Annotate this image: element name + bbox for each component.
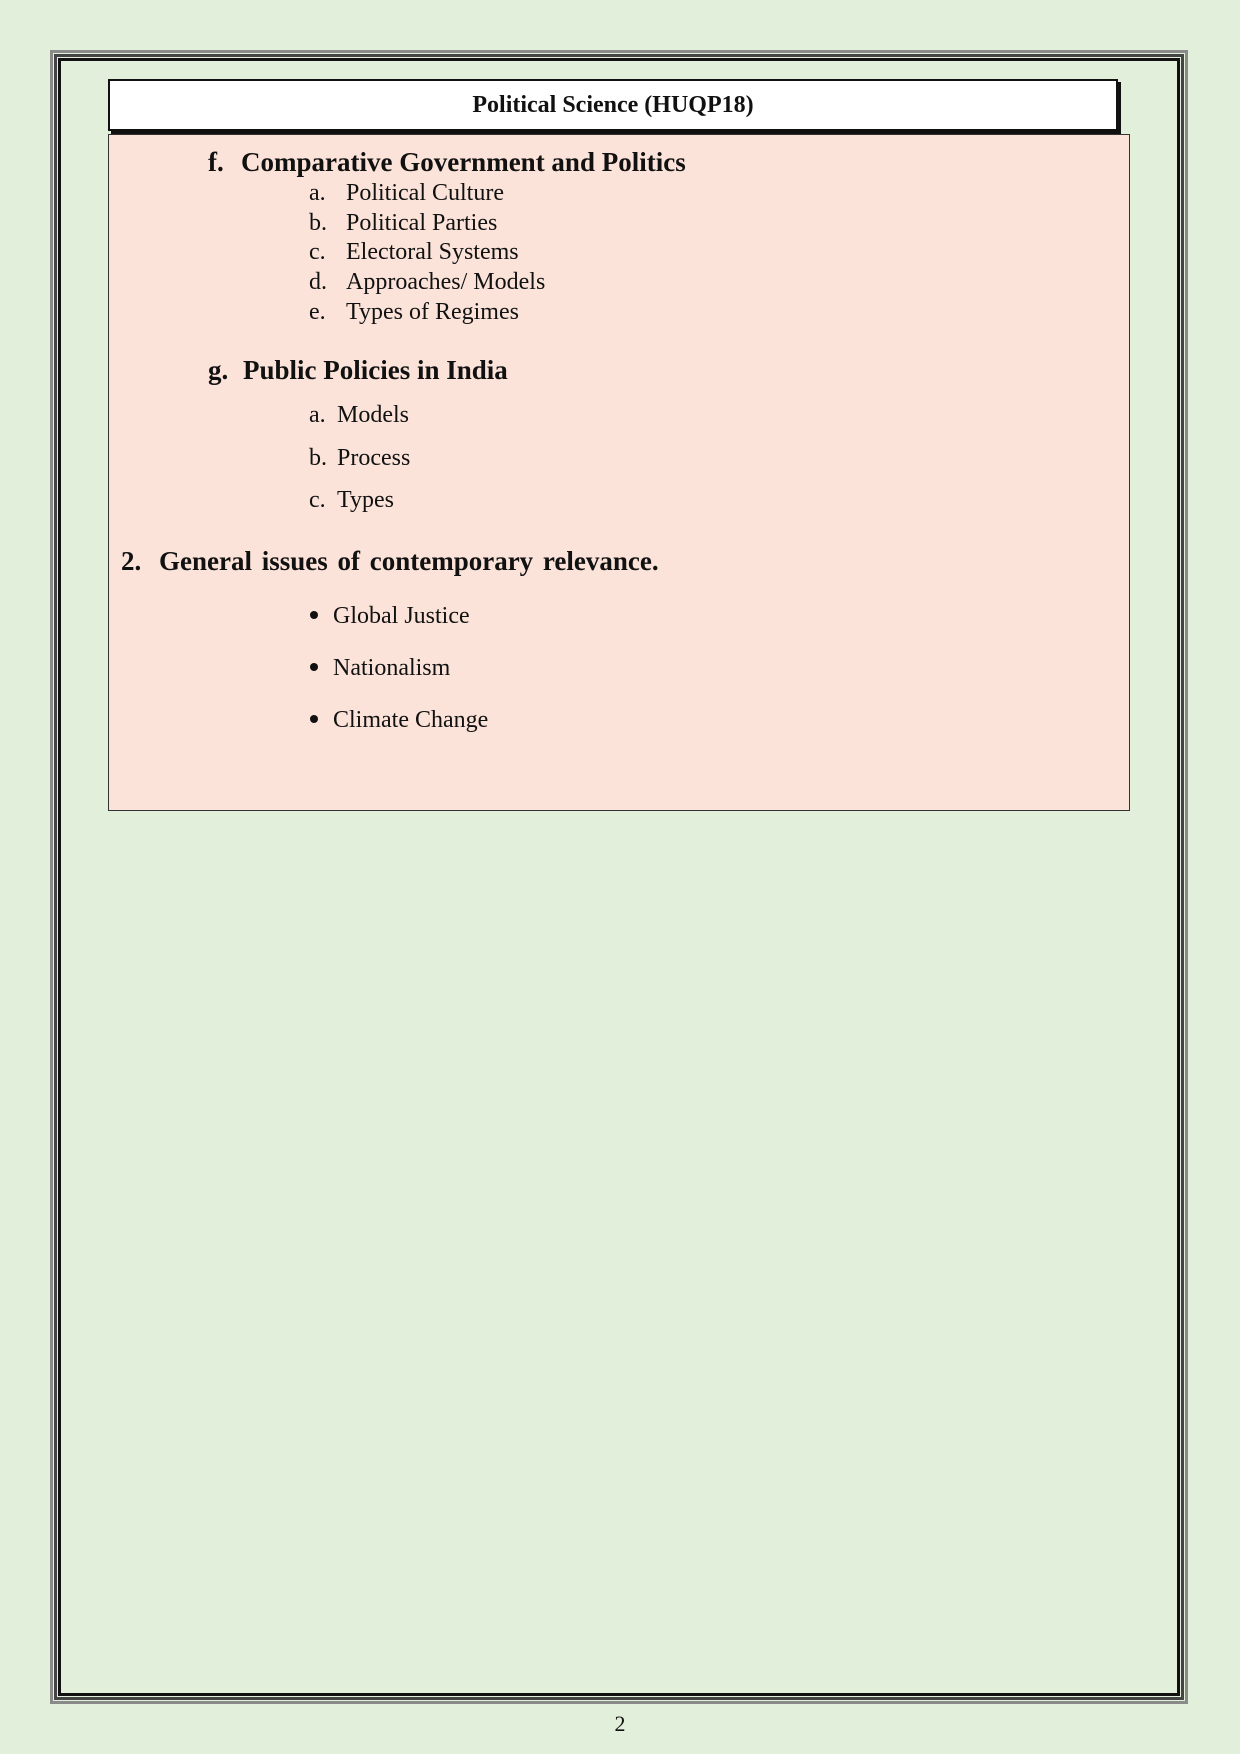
list-item-marker: c. bbox=[309, 239, 326, 265]
list-item-label: Political Parties bbox=[346, 210, 498, 236]
section-g-heading bbox=[208, 355, 508, 386]
bullet-icon bbox=[310, 663, 318, 671]
list-item-marker: d. bbox=[309, 269, 327, 295]
bullet-item bbox=[310, 655, 450, 682]
list-item bbox=[309, 299, 519, 326]
list-item-label: Models bbox=[337, 402, 409, 428]
section-g-title: Public Policies in India bbox=[243, 355, 508, 385]
list-item-marker: c. bbox=[309, 487, 326, 513]
page-number: 2 bbox=[614, 1711, 626, 1736]
list-item-marker: b. bbox=[309, 210, 327, 236]
list-item-marker: a. bbox=[309, 402, 326, 428]
section-2-marker: 2. bbox=[121, 546, 142, 576]
list-item bbox=[309, 210, 497, 237]
bullet-item bbox=[310, 603, 470, 630]
list-item-label: Types of Regimes bbox=[346, 299, 519, 325]
list-item bbox=[309, 180, 504, 207]
section-2-title: General issues of contemporary relevance. bbox=[159, 546, 659, 576]
page-title: Political Science (HUQP18) bbox=[472, 91, 754, 118]
list-item bbox=[309, 239, 519, 266]
list-item-marker: e. bbox=[309, 299, 326, 325]
list-item bbox=[309, 487, 394, 514]
list-item-label: Types bbox=[337, 487, 394, 513]
section-2-heading bbox=[121, 546, 659, 577]
bullet-item-label: Nationalism bbox=[333, 655, 451, 681]
page-title-box bbox=[108, 79, 1118, 131]
section-g-marker: g. bbox=[208, 355, 229, 385]
bullet-item bbox=[310, 707, 488, 734]
list-item-label: Process bbox=[337, 445, 411, 471]
list-item-marker: a. bbox=[309, 180, 326, 206]
list-item-marker: b. bbox=[309, 445, 327, 471]
section-f-marker: f. bbox=[208, 147, 224, 177]
list-item bbox=[309, 445, 410, 472]
bullet-icon bbox=[310, 611, 318, 619]
list-item-label: Political Culture bbox=[346, 180, 504, 206]
list-item bbox=[309, 269, 545, 296]
list-item-label: Approaches/ Models bbox=[346, 269, 546, 295]
syllabus-content-box bbox=[108, 134, 1130, 811]
bullet-icon bbox=[310, 715, 318, 723]
list-item-label: Electoral Systems bbox=[346, 239, 519, 265]
list-item bbox=[309, 402, 409, 429]
section-f-heading bbox=[208, 147, 686, 178]
bullet-item-label: Global Justice bbox=[333, 603, 470, 629]
section-f-title: Comparative Government and Politics bbox=[241, 147, 686, 177]
bullet-item-label: Climate Change bbox=[333, 707, 489, 733]
